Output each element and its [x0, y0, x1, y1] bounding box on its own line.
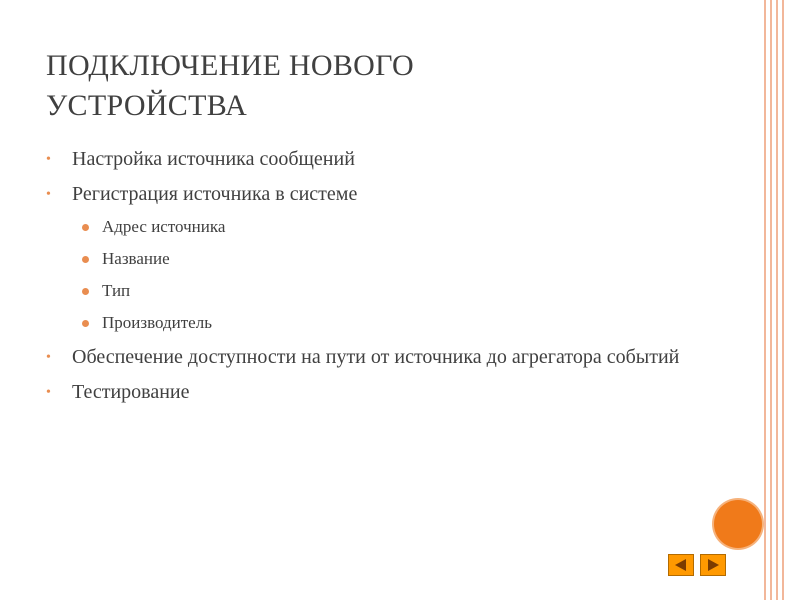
sub-list-item — [46, 216, 686, 238]
sub-list-item — [46, 280, 686, 302]
dot-bullet-icon — [82, 256, 89, 263]
border-rule — [764, 0, 766, 600]
list-item — [46, 146, 686, 173]
decorative-circle — [714, 500, 762, 548]
triangle-left-icon — [669, 555, 693, 575]
sub-list-item — [46, 248, 686, 270]
bullet-icon: • — [46, 187, 51, 202]
dot-bullet-icon — [82, 320, 89, 327]
sub-bullet-text: Тип — [102, 281, 131, 300]
border-rule — [770, 0, 772, 600]
sub-list-item — [46, 312, 686, 334]
list-item — [46, 379, 686, 406]
bullet-icon: • — [46, 152, 51, 167]
slide-title: ПОДКЛЮЧЕНИЕ НОВОГО УСТРОЙСТВА — [46, 49, 414, 122]
bullet-text: Тестирование — [72, 381, 190, 403]
sub-bullet-text: Название — [102, 249, 170, 268]
sub-bullet-list — [46, 216, 686, 334]
previous-slide-button[interactable] — [668, 554, 694, 576]
bullet-text: Обеспечение доступности на пути от источника до агрегатора событий — [72, 346, 680, 368]
bullet-list — [46, 146, 686, 414]
sub-bullet-text: Производитель — [102, 313, 212, 332]
next-slide-button[interactable] — [700, 554, 726, 576]
dot-bullet-icon — [82, 224, 89, 231]
border-rule — [782, 0, 784, 600]
border-rule — [776, 0, 778, 600]
dot-bullet-icon — [82, 288, 89, 295]
list-item — [46, 181, 686, 208]
sub-bullet-text: Адрес источника — [102, 217, 226, 236]
list-item — [46, 344, 686, 371]
bullet-text: Регистрация источника в системе — [72, 183, 358, 205]
triangle-right-icon — [701, 555, 725, 575]
bullet-icon: • — [46, 350, 51, 365]
bullet-icon: • — [46, 385, 51, 400]
bullet-text: Настройка источника сообщений — [72, 148, 355, 170]
